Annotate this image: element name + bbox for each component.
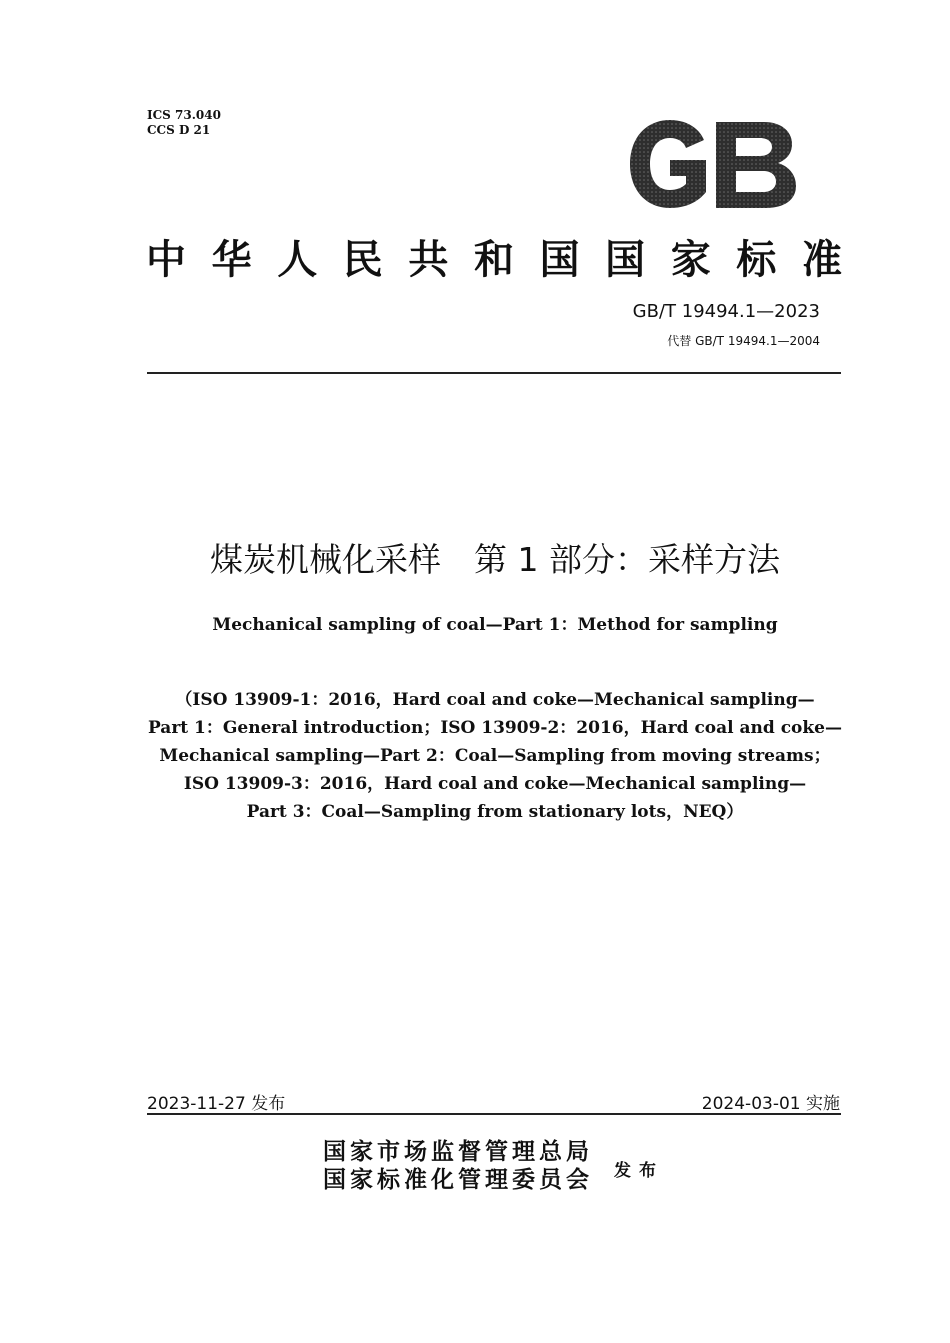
title-char: 华 [211, 236, 252, 283]
chinese-title: 煤炭机械化采样 第 1 部分：采样方法 [210, 540, 780, 579]
iso-reference-line: （ISO 13909-1：2016，Hard coal and coke—Mechanical sampling— [175, 690, 815, 710]
title-char: 民 [342, 236, 383, 283]
title-char: 标 [736, 236, 777, 283]
ccs-code: CCS D 21 [147, 123, 211, 137]
issued-label: 发布 [614, 1161, 664, 1181]
title-char: 中 [146, 236, 186, 283]
ics-code: ICS 73.040 [147, 108, 221, 122]
replaces-standard: 代替 GB/T 19494.1—2004 [667, 334, 820, 348]
classification-codes [147, 108, 221, 138]
title-char: 准 [801, 236, 842, 283]
iso-reference-line: Mechanical sampling—Part 2：Coal—Sampling from moving streams； [159, 746, 831, 766]
gb-logo-icon [626, 118, 798, 210]
title-char: 共 [408, 236, 449, 283]
standard-number: GB/T 19494.1—2023 [632, 301, 820, 322]
issuer-org: 国家市场监督管理总局 [323, 1138, 593, 1165]
header-divider [147, 372, 841, 374]
iso-reference-line: Part 3：Coal—Sampling from stationary lots，NEQ） [246, 802, 744, 822]
issue-date: 2023-11-27 发布 [147, 1094, 286, 1114]
iso-reference [0, 686, 950, 826]
national-standard-title [146, 228, 842, 285]
issuer-org: 国家标准化管理委员会 [323, 1166, 593, 1193]
iso-reference-line: ISO 13909-3：2016，Hard coal and coke—Mechanical sampling— [183, 774, 807, 794]
title-char: 人 [277, 236, 318, 283]
title-char: 国 [605, 236, 646, 283]
footer-divider [147, 1113, 841, 1115]
title-char: 家 [670, 236, 711, 283]
iso-reference-line: Part 1：General introduction；ISO 13909-2：2016，Hard coal and coke— [147, 718, 842, 738]
title-char: 国 [539, 236, 580, 283]
implementation-date: 2024-03-01 实施 [701, 1094, 840, 1114]
issuing-authorities [323, 1138, 593, 1194]
title-char: 和 [473, 236, 514, 283]
english-title: Mechanical sampling of coal—Part 1：Method for sampling [212, 615, 778, 635]
